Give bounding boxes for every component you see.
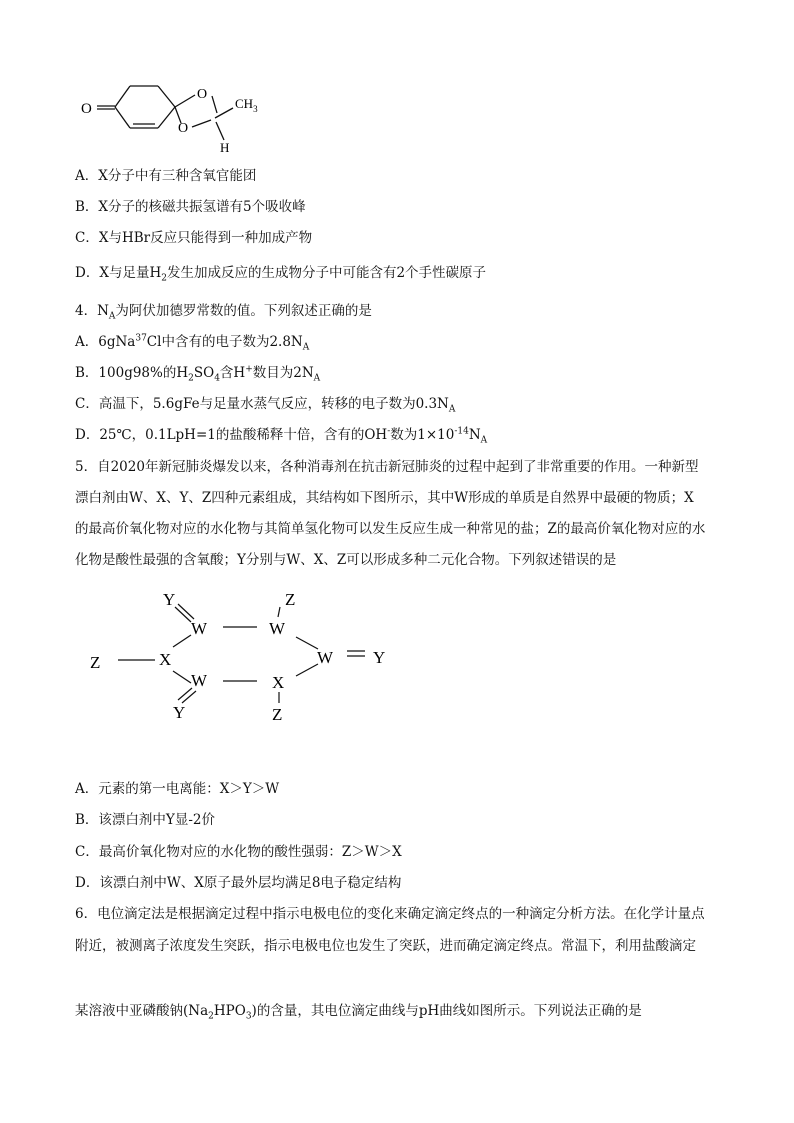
hydrogen-label: H [220, 140, 230, 155]
q3-option-b: B．X分子的核磁共振氢谱有5个吸收峰 [75, 199, 306, 215]
q5-option-a: A．元素的第一电离能：X＞Y＞W [75, 781, 280, 797]
atom-w-1: W [191, 619, 208, 638]
atom-y-top: Y [163, 590, 176, 609]
ketone-oxygen-label: O [81, 101, 92, 117]
atom-z-bottom: Z [272, 705, 283, 724]
q5-stem-line-1: 5．自2020年新冠肺炎爆发以来，各种消毒剂在抗击新冠肺炎的过程中起到了非常重要的作用。一种新型 [75, 459, 699, 475]
q6-stem-line-3: 某溶液中亚磷酸钠$(Na_2HPO_3)$的含量，其电位滴定曲线与pH曲线如图所示。下列说法正确的是 [75, 1003, 642, 1022]
q4-option-b: B．100g98%的$H_2SO_4$含H+数目为$2N_A$ [75, 364, 321, 384]
atom-y-right: Y [373, 648, 386, 667]
bleach-structure-diagram [85, 585, 415, 730]
atom-w-3: W [317, 648, 334, 667]
q5-option-d: D．该漂白剂中W、X原子最外层均满足8电子稳定结构 [75, 875, 402, 891]
q6-stem-line-2: 附近，被测离子浓度发生突跃，指示电极电位也发生了突跃，进而确定滴定终点。常温下，利用盐酸滴定 [75, 938, 696, 954]
q4-option-a: A．6gNa$^{37}$Cl中含有的电子数为$2.8N_A$ [75, 333, 310, 353]
q5-stem-line-4: 化物是酸性最强的含氧酸；Y分别与W、X、Z可以形成多种二元化合物。下列叙述错误的是 [75, 552, 617, 568]
q3-option-a: A．X分子中有三种含氧官能团 [75, 168, 257, 184]
q3-option-c: C．X与HBr反应只能得到一种加成产物 [75, 230, 313, 246]
q5-stem-line-2: 漂白剂由W、X、Y、Z四种元素组成，其结构如下图所示，其中W形成的单质是自然界中最硬的物质；X [75, 490, 694, 506]
atom-z-left: Z [90, 653, 101, 672]
q4-stem: 4．$N_A$为阿伏加德罗常数的值。下列叙述正确的是 [75, 303, 372, 322]
atom-w-4: W [191, 671, 208, 690]
atom-z-top: Z [285, 590, 296, 609]
q3-option-d: D．X与足量$H_2$发生加成反应的生成物分子中可能含有2个手性碳原子 [75, 265, 487, 284]
q4-option-c: C．高温下，5.6gFe与足量水蒸气反应，转移的电子数为$0.3N_A$ [75, 396, 456, 415]
q5-stem-line-3: 的最高价氧化物对应的水化物与其简单氢化物可以发生反应生成一种常见的盐；Z的最高价氧化物对应的水 [75, 521, 706, 537]
q5-option-b: B．该漂白剂中Y显-2价 [75, 812, 215, 828]
ring-oxygen-label-2: O [178, 121, 189, 136]
q6-stem-line-1: 6．电位滴定法是根据滴定过程中指示电极电位的变化来确定滴定终点的一种滴定分析方法。在化学计量点 [75, 906, 705, 922]
ring-oxygen-label-1: O [197, 87, 208, 102]
q4-option-d: D．25℃，0.1LpH=1的盐酸稀释十倍，含有的OH-数为$1\times 10^{-14}N_A$ [75, 426, 488, 446]
atom-y-bottom: Y [173, 703, 186, 722]
atom-x-2: X [272, 673, 285, 692]
atom-x-1: X [159, 650, 172, 669]
methyl-label: $CH_3$ [235, 96, 258, 114]
molecule-x-structure [75, 78, 275, 158]
atom-w-2: W [269, 619, 286, 638]
q5-option-c: C．最高价氧化物对应的水化物的酸性强弱：Z＞W＞X [75, 844, 402, 860]
